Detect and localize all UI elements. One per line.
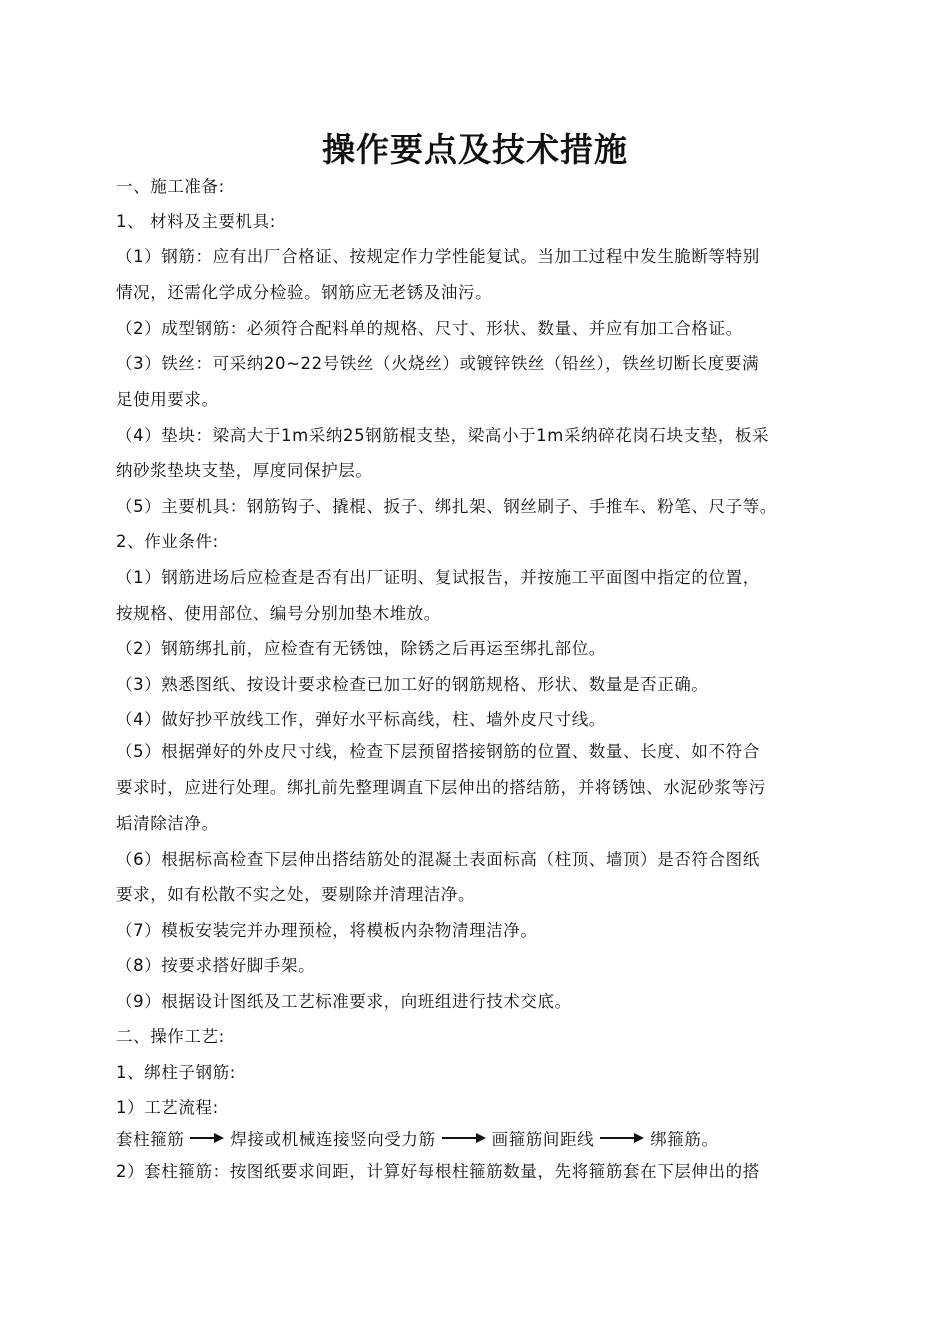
paragraph-line: （1）钢筋：应有出厂合格证、按规定作力学性能复试。当加工过程中发生脆断等特别 — [116, 247, 760, 266]
paragraph-line: （5）主要机具：钢筋钩子、撬棍、扳子、绑扎架、钢丝刷子、手推车、粉笔、尺子等。 — [116, 497, 777, 516]
paragraph-line: 1）工艺流程: — [116, 1098, 219, 1117]
paragraph-line: 要求时，应进行处理。绑扎前先整理调直下层伸出的搭结筋，并将锈蚀、水泥砂浆等污 — [116, 778, 766, 797]
paragraph-line: 纳砂浆垫块支垫，厚度同保护层。 — [116, 461, 373, 480]
arrow-right-icon — [442, 1132, 486, 1144]
paragraph-line: （4）垫块：梁高大于1m采纳25钢筋棍支垫，梁高小于1m采纳碎花岗石块支垫，板采 — [116, 426, 770, 445]
paragraph-line: 2）套柱箍筋：按图纸要求间距，计算好每根柱箍筋数量，先将箍筋套在下层伸出的搭 — [116, 1162, 760, 1181]
paragraph-line: （6）根据标高检查下层伸出搭结筋处的混凝土表面标高（柱顶、墙顶）是否符合图纸 — [116, 850, 760, 869]
paragraph-line: （8）按要求搭好脚手架。 — [116, 956, 316, 975]
subsection-heading: 1、绑柱子钢筋: — [116, 1063, 236, 1082]
subsection-heading: 1、 材料及主要机具: — [116, 212, 276, 231]
process-flow — [116, 1126, 719, 1150]
arrow-right-icon — [600, 1132, 644, 1144]
section-heading: 二、操作工艺: — [116, 1027, 225, 1046]
flow-step: 画箍筋间距线 — [491, 1130, 595, 1149]
paragraph-line: （2）成型钢筋：必须符合配料单的规格、尺寸、形状、数量、并应有加工合格证。 — [116, 319, 743, 338]
paragraph-line: （4）做好抄平放线工作，弹好水平标高线，柱、墙外皮尺寸线。 — [116, 710, 606, 729]
page-title: 操作要点及技术措施 — [322, 130, 628, 169]
paragraph-line: 情况，还需化学成分检验。钢筋应无老锈及油污。 — [116, 283, 493, 302]
arrow-right-icon — [190, 1132, 224, 1144]
paragraph-line: （7）模板安装完并办理预检，将模板内杂物清理洁净。 — [116, 921, 538, 940]
paragraph-line: 足使用要求。 — [116, 390, 219, 409]
flow-step: 焊接或机械连接竖向受力筋 — [230, 1130, 436, 1149]
subsection-heading: 2、作业条件: — [116, 532, 219, 551]
paragraph-line: （9）根据设计图纸及工艺标准要求，向班组进行技术交底。 — [116, 992, 572, 1011]
paragraph-line: 要求，如有松散不实之处，要剔除并清理洁净。 — [116, 885, 476, 904]
paragraph-line: （2）钢筋绑扎前，应检查有无锈蚀，除锈之后再运至绑扎部位。 — [116, 639, 606, 658]
paragraph-line: （3）熟悉图纸、按设计要求检查已加工好的钢筋规格、形状、数量是否正确。 — [116, 675, 709, 694]
flow-step: 绑箍筋。 — [650, 1130, 719, 1149]
paragraph-line: （1）钢筋进场后应检查是否有出厂证明、复试报告，并按施工平面图中指定的位置， — [116, 568, 760, 587]
flow-step: 套柱箍筋 — [116, 1130, 185, 1149]
paragraph-line: 垢清除洁净。 — [116, 814, 219, 833]
section-heading: 一、施工准备: — [116, 177, 225, 196]
paragraph-line: （5）根据弹好的外皮尺寸线，检查下层预留搭接钢筋的位置、数量、长度、如不符合 — [116, 742, 760, 761]
paragraph-line: 按规格、使用部位、编号分别加垫木堆放。 — [116, 604, 441, 623]
paragraph-line: （3）铁丝：可采纳20~22号铁丝（火烧丝）或镀锌铁丝（铅丝），铁丝切断长度要满 — [116, 354, 760, 373]
